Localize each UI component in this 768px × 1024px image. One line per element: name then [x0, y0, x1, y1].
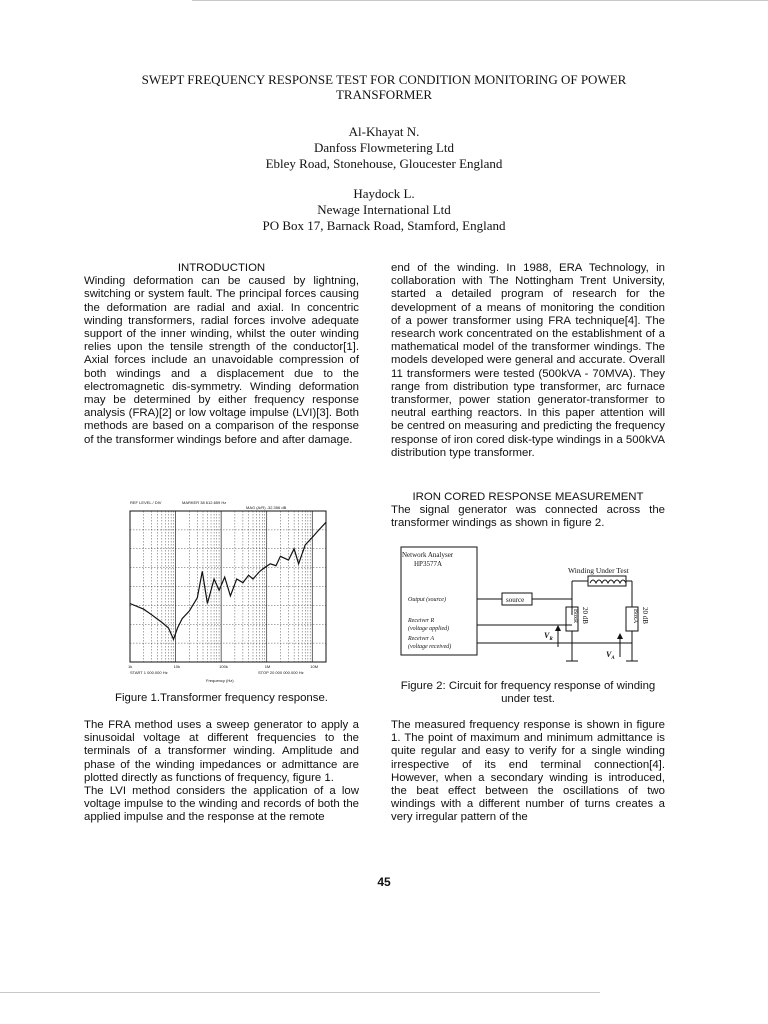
author-block-1	[150, 124, 618, 172]
chart-tick-labels	[128, 664, 318, 669]
column2-paragraph: end of the winding. In 1988, ERA Technology, in collaboration with The Nottingham Trent University, started a detailed program of research for the development of a means of monitoring the condition of a power transformer using FRA technique[4]. The research work concentrated on the establishment of a mathematical model of the transformer windings. The models developed were general and accurate. Overall 11 transformers were tested (500kVA - 70MVA). They range from distribution type transformer, arc furnace transformer, power station generator-transformer to neutral earthing reactors. In this paper attention will be centred on measuring and predicting the frequency response of iron cored disk-type windings in a 500kVA distribution type transformer.	[391, 262, 665, 459]
vr-label: $V_R$	[544, 631, 553, 642]
x-tick-label: 100k	[219, 664, 228, 669]
frequency-response-chart	[120, 496, 340, 686]
winding-label: Winding Under Test	[568, 566, 629, 575]
iron-cored-text: The signal generator was connected across the transformer windings as shown in figure 2.	[391, 504, 665, 530]
va-arrowhead-icon	[617, 633, 623, 639]
circuit-diagram	[398, 545, 662, 673]
chart-x-label: Frequency (Hz)	[206, 678, 234, 683]
receiver-r-label: Receiver R	[408, 618, 435, 624]
chart-header-left: REF LEVEL / DIV	[130, 500, 162, 505]
output-source-label: Output (source)	[408, 597, 446, 603]
author-name: Al-Khayat N.	[348, 124, 420, 139]
introduction-text: Winding deformation can be caused by lightning, switching or system fault. The principal forces causing the deformation are radial and axial. In concentric winding transformers, radial forces involve adequate support of the inner winding, whilst the outer winding relies upon the tensile strength of the conductor[1]. Axial forces include an unavoidable compression of both windings and a displacement due to the electromagnetic dis-symmetry. Winding deformation may be determined by either frequency response analysis (FRA)[2] or low voltage impulse (LVI)[3]. Both methods are based on a comparison of the response of the transformer windings before and after damage.	[84, 275, 359, 446]
x-tick-label: 1k	[128, 664, 133, 669]
column2-bottom-text	[391, 719, 665, 825]
page-number: 45	[377, 875, 391, 889]
chart-footer-start: START 1 000.000 Hz	[130, 670, 168, 675]
column1-bottom-text	[84, 719, 359, 825]
chart-footer-stop: STOP 20 000 000.000 Hz	[258, 670, 304, 675]
figure-2-caption: Figure 2: Circuit for frequency response of winding under test.	[400, 680, 656, 706]
analyser-label: Network Analyser	[402, 551, 454, 559]
va-label: $V_A$	[606, 650, 615, 661]
author-block-2	[150, 186, 618, 234]
x-tick-label: 10k	[173, 664, 181, 669]
figure-1-caption: Figure 1.Transformer frequency response.	[115, 692, 328, 704]
winding-coil-icon	[590, 580, 626, 583]
receiver-a-label: Receiver A	[408, 636, 435, 642]
box-a-attenuation: 20 dB	[641, 607, 649, 624]
bottom-rule	[0, 992, 600, 993]
figure-1	[120, 496, 340, 686]
chart-header-right: MAG (A/R) -32.356 dB	[246, 505, 287, 510]
top-rule	[192, 0, 768, 1]
chart-header-mid: MARKER 38 612.659 Hz	[182, 500, 227, 505]
author-address: Ebley Road, Stonehouse, Gloucester England	[265, 156, 503, 171]
iron-cored-section	[391, 491, 665, 531]
receiver-a-note: (voltage received)	[408, 644, 452, 650]
author-name: Haydock L.	[353, 186, 415, 201]
box-a-label: BoxA	[632, 609, 638, 624]
fra-method-paragraph: The FRA method uses a sweep generator to apply a sinusoidal voltage at different frequencies to the terminals of a transformer winding. Amplitude and phase of the winding impedances or admittance are plotted directly as functions of frequency, figure 1.	[84, 719, 359, 784]
vr-arrowhead-icon	[555, 625, 561, 631]
figure-2	[398, 545, 662, 673]
box-r-attenuation: 20 dB	[581, 607, 589, 624]
box-r-label: BoxR	[572, 609, 578, 624]
response-curve	[130, 522, 326, 639]
measured-response-paragraph: The measured frequency response is shown in figure 1. The point of maximum and minimum admittance is quite regular and easy to verify for a single winding irrespective of its end terminal connection[4]. However, when a secondary winding is introduced, the beat effect between the oscillations of two windings with a different number of turns creates a very irregular pattern of the	[391, 719, 665, 824]
source-label: source	[506, 596, 525, 604]
author-address: PO Box 17, Barnack Road, Stamford, England	[262, 218, 506, 233]
receiver-r-note: (voltage applied)	[408, 626, 450, 632]
introduction-heading: INTRODUCTION	[177, 262, 266, 274]
author-org: Newage International Ltd	[317, 202, 451, 217]
iron-cored-heading: IRON CORED RESPONSE MEASUREMENT	[412, 491, 644, 503]
introduction-section	[84, 262, 359, 447]
author-org: Danfoss Flowmetering Ltd	[313, 140, 455, 155]
column2-top-text	[391, 262, 665, 460]
lvi-method-paragraph: The LVI method considers the application of a low voltage impulse to the winding and records of both the applied impulse and the response at the remote	[84, 785, 359, 824]
x-tick-label: 10M	[310, 664, 319, 669]
paper-title: SWEPT FREQUENCY RESPONSE TEST FOR CONDITION MONITORING OF POWER TRANSFORMER	[141, 72, 627, 102]
x-tick-label: 1M	[264, 664, 271, 669]
analyser-model: HP3577A	[414, 560, 443, 568]
